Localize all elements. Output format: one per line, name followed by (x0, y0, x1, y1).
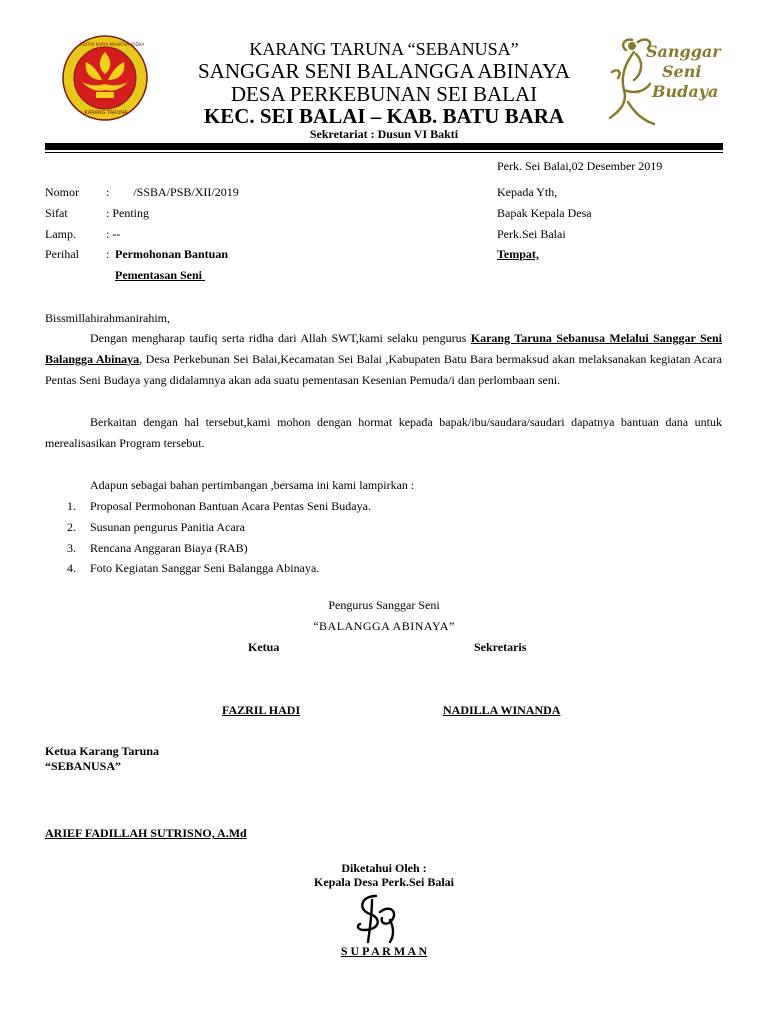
p1-bold-org: Karang Taruna Sebanusa Melalui Sanggar Seni Balangga Abinaya (45, 331, 722, 366)
secretariat-address: Sekretariat : Dusun VI Bakti (309, 127, 459, 141)
p2-text: Berkaitan dengan hal tersebut,kami mohon dengan hormat kepada bapak/ibu/saudara/saudari dapatnya bantuan dana untuk merealisasikan Program tersebut. (45, 415, 722, 450)
logo-text-sanggar: Sanggar (646, 42, 721, 61)
nomor-label: Nomor (45, 185, 79, 199)
karang-taruna-chair-name: ARIEF FADILLAH SUTRISNO, A.Md (45, 826, 247, 840)
letter-date: Perk. Sei Balai,02 Desember 2019 (497, 159, 663, 173)
sekretaris-label: Sekretaris (474, 640, 527, 654)
recipient-place: Tempat, (497, 247, 539, 261)
sifat-label: Sifat (45, 206, 68, 220)
body-paragraph-2 (45, 412, 722, 454)
perihal-value-line-1: Permohonan Bantuan (115, 247, 229, 261)
list-item (67, 521, 245, 533)
list-item-number: 3. (67, 541, 76, 555)
recipient-line-1: Kepada Yth, (497, 185, 558, 199)
letterhead-line-1: KARANG TARUNA “SEBANUSA” (249, 39, 519, 59)
perihal-label: Perihal (45, 247, 79, 261)
sifat-value: : Penting (106, 206, 150, 220)
list-item (67, 562, 319, 574)
handwritten-signature (350, 890, 410, 946)
recipient-line-2: Bapak Kepala Desa (497, 206, 592, 220)
p1-text-b: , Desa Perkebunan Sei Balai,Kecamatan Sei Balai ,Kabupaten Batu Bara bermaksud akan melaksanakan kegiatan Acara Pentas Seni Budaya yang didalamnya akan ada suatu pementasan Kesenian Pemuda/i dan perlombaan seni. (45, 352, 722, 387)
logo-bottom-text: KARANG TARUNA (84, 110, 128, 116)
letterhead-thin-rule (45, 152, 723, 153)
greeting: Bissmillahirahmanirahim, (45, 311, 170, 325)
village-head-name: S U P A R M A N (340, 944, 428, 958)
perihal-value-line-2: Pementasan Seni (115, 268, 205, 282)
p1-text-a: Dengan mengharap taufiq serta ridha dari Allah SWT,kami selaku pengurus (90, 331, 471, 345)
karang-taruna-chair-label: Ketua Karang Taruna (45, 744, 160, 758)
letterhead-line-3: DESA PERKEBUNAN SEI BALAI (230, 82, 538, 106)
acknowledged-label: Diketahui Oleh : (341, 861, 427, 875)
list-item-number: 2. (67, 520, 76, 534)
signature-org-line-2: “BALANGGA ABINAYA” (313, 619, 455, 633)
village-head-title: Kepala Desa Perk.Sei Balai (314, 875, 454, 889)
list-item-text: Rencana Anggaran Biaya (RAB) (90, 541, 248, 555)
lamp-value: : -- (106, 227, 121, 241)
list-item (67, 500, 371, 512)
letterhead-thick-rule (45, 143, 723, 150)
list-item-number: 4. (67, 561, 76, 575)
list-item-text: Foto Kegiatan Sanggar Seni Balangga Abinaya. (90, 561, 320, 575)
list-item-text: Proposal Permohonan Bantuan Acara Pentas Seni Budaya. (90, 499, 371, 513)
logo-text-budaya: Budaya (652, 82, 719, 101)
body-paragraph-1 (45, 328, 722, 391)
logo-top-text: ADITYA KARYA MAHATVA YODHA (80, 42, 145, 47)
karang-taruna-name-label: “SEBANUSA” (45, 759, 122, 773)
list-item (67, 542, 248, 554)
ketua-label: Ketua (248, 640, 280, 654)
letterhead-line-2: SANGGAR SENI BALANGGA ABINAYA (197, 59, 570, 83)
sekretaris-name: NADILLA WINANDA (443, 703, 561, 717)
lamp-label: Lamp. (45, 227, 76, 241)
nomor-value: : /SSBA/PSB/XII/2019 (106, 185, 239, 199)
perihal-colon: : (106, 247, 113, 261)
ketua-name: FAZRIL HADI (222, 703, 301, 717)
logo-text-seni: Seni (662, 62, 702, 81)
list-item-text: Susunan pengurus Panitia Acara (90, 520, 245, 534)
recipient-line-3: Perk.Sei Balai (497, 227, 566, 241)
letterhead-line-4: KEC. SEI BALAI – KAB. BATU BARA (203, 104, 565, 128)
list-item-number: 1. (67, 499, 76, 513)
signature-org-line-1: Pengurus Sanggar Seni (328, 598, 440, 612)
attachments-intro: Adapun sebagai bahan pertimbangan ,bersama ini kami lampirkan : (90, 478, 415, 492)
